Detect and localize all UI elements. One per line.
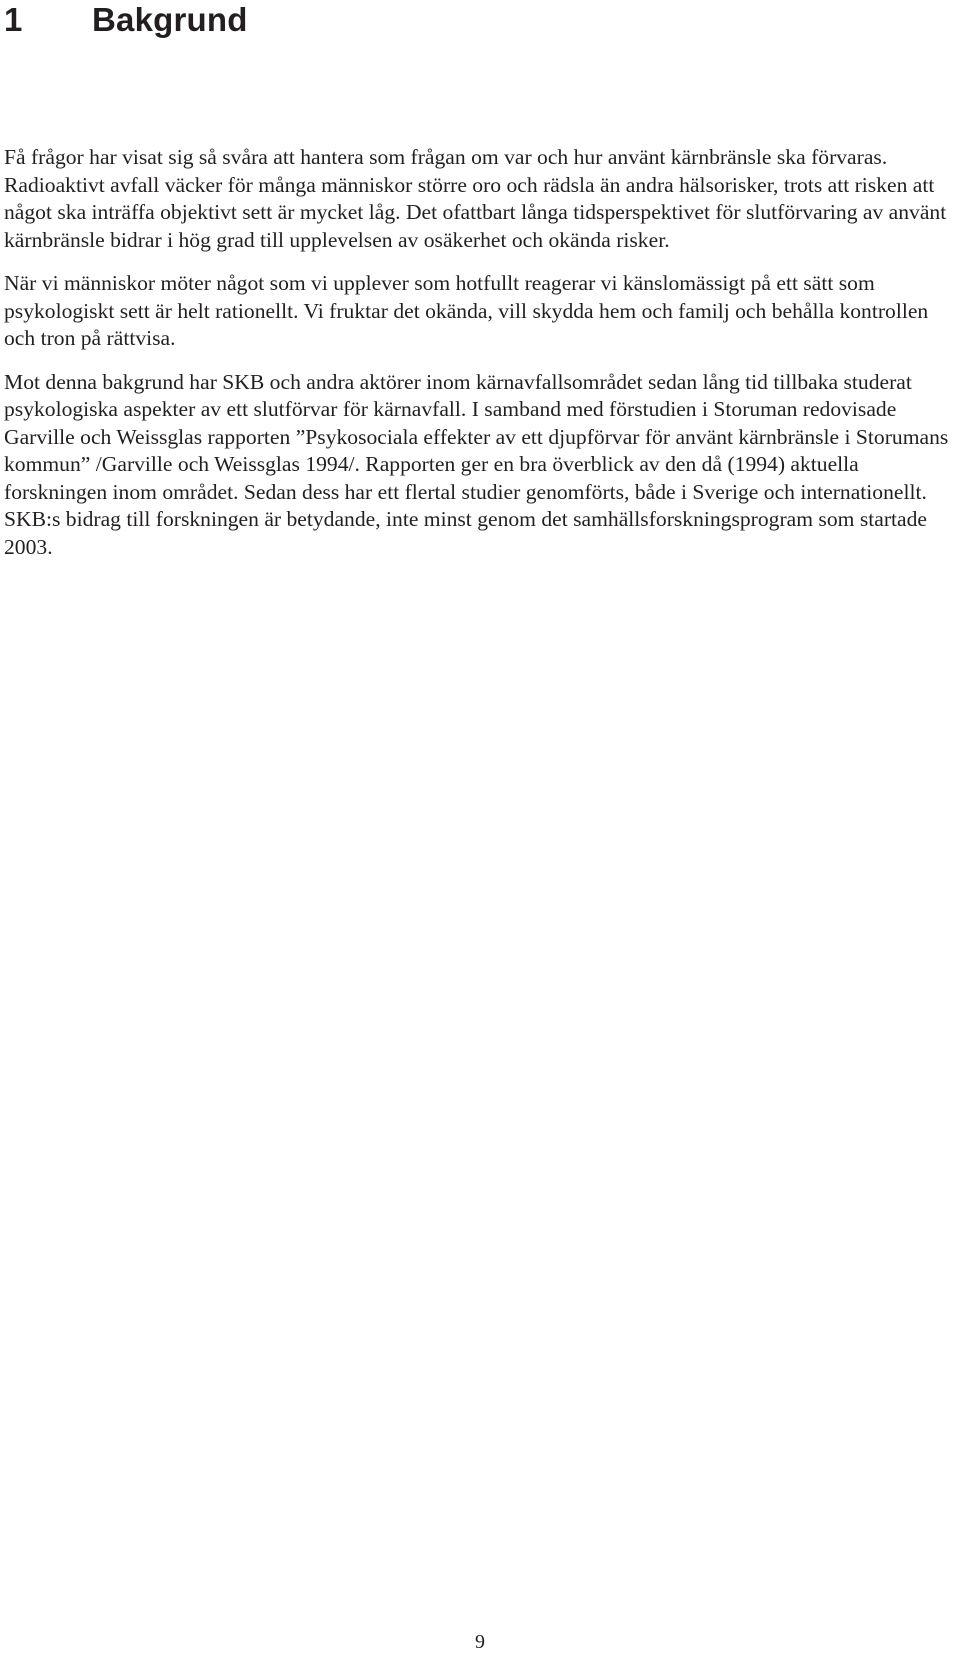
section-number: 1 — [4, 1, 23, 38]
paragraph: Mot denna bakgrund har SKB och andra aktörer inom kärnavfallsområdet sedan lång tid tillbaka studerat psykologiska aspekter av ett slutförvar för kärnavfall. I samband med förstudien i Storuman redovisade Garville och Weissglas rapporten ”Psykosociala effekter av ett djupförvar för använt kärnbränsle i Storumans kommun” /Garville och Weissglas 1994/. Rapporten ger en bra överblick av den då (1994) aktuella forskningen inom området. Sedan dess har ett flertal studier genomförts, både i Sverige och internationellt. SKB:s bidrag till forskningen är betydande, inte minst genom det samhällsforskningsprogram som startade 2003. — [4, 369, 949, 559]
body-text — [4, 144, 954, 577]
paragraph: När vi människor möter något som vi upplever som hotfullt reagerar vi känslomässigt på ett sätt som psykologiskt sett är helt rationellt. Vi fruktar det okända, vill skydda hem och familj och behålla kontrollen och tron på rättvisa. — [4, 271, 929, 350]
paragraph: Få frågor har visat sig så svåra att hantera som frågan om var och hur använt kärnbränsle ska förvaras. Radioaktivt avfall väcker för många människor större oro och rädsla än andra hälsorisker, trots att risken att något ska inträffa objektivt sett är mycket låg. Det ofattbart långa tidsperspektivet för slutförvaring av använt kärnbränsle bidrar i hög grad till upplevelsen av osäkerhet och okända risker. — [4, 145, 947, 252]
section-title: Bakgrund — [92, 1, 248, 38]
page-number: 9 — [475, 1631, 485, 1653]
section-heading — [4, 0, 248, 40]
